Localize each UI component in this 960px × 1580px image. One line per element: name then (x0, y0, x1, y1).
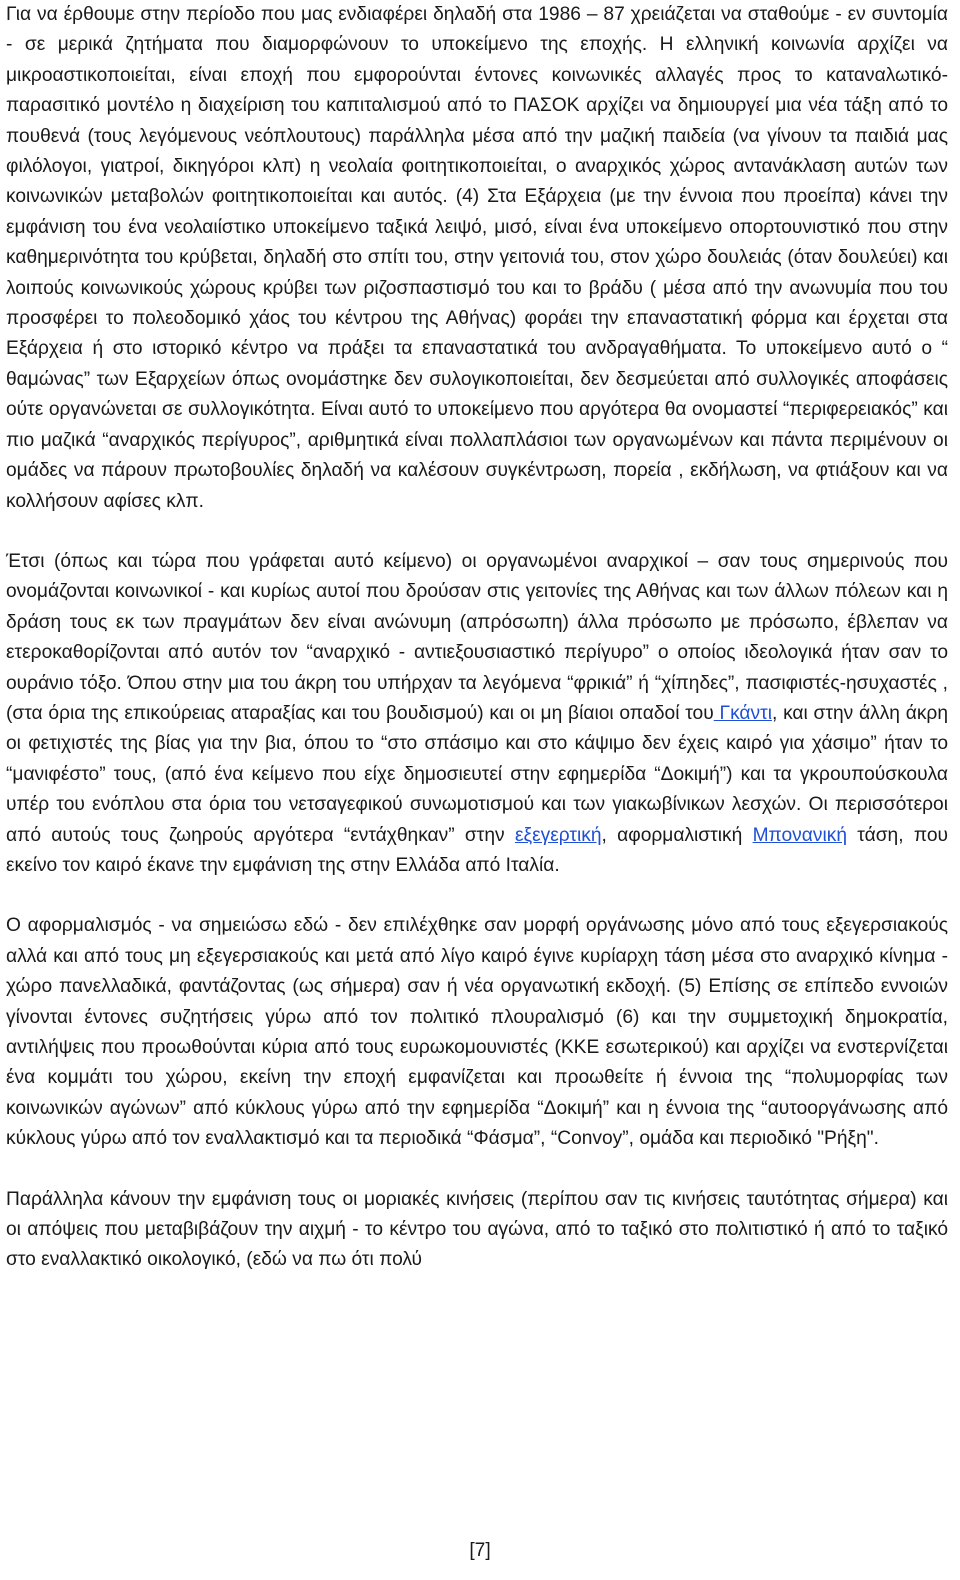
page-number: [7] (469, 1540, 491, 1561)
paragraph-1: Για να έρθουμε στην περίοδο που μας ενδιαφέρει δηλαδή στα 1986 – 87 χρειάζεται να σταθούμε - εν συντομία - σε μερικά ζητήματα που διαμορφώνουν το υποκείμενο της εποχής. Η ελληνική κοινωνία αρχίζει να μικροαστικοποιείται, είναι εποχή που εμφορούνται έντονες κοινωνικές αλλαγές προς το καταναλωτικό-παρασιτικό μοντέλο η διαχείριση του καπιταλισμού από το ΠΑΣΟΚ αρχίζει να δημιουργεί μια νέα τάξη από το πουθενά (τους λεγόμενους νεόπλουτους) παράλληλα μέσα από την μαζική παιδεία (να γίνουν τα παιδιά μας φιλόλογοι, γιατροί, δικηγόροι κλπ) η νεολαία φοιτητικοποιείται, ο αναρχικός χώρος αντανάκλαση αυτών των κοινωνικών μεταβολών φοιτητικοποιείται και αυτός. (4) Στα Εξάρχεια (με την έννοια που προείπα) κάνει την εμφάνιση του ένα νεολαιίστικο υποκείμενο ταξικά λειψό, μισό, είναι ένα υποκείμενο οπορτουνιστικό που στην καθημερινότητα του κρύβεται, δηλαδή στο σπίτι του, στην γειτονιά του, στον χώρο δουλειάς (όταν δουλεύει) και λοιπούς κοινωνικούς χώρους κρύβει των ριζοσπαστισμό του και το βράδυ ( μέσα από την ανωνυμία που του προσφέρει το πολεοδομικό χάος του κέντρου της Αθήνας) φοράει την επαναστατική φόρμα και έρχεται στα Εξάρχεια ή στο ιστορικό κέντρο να πράξει τα επαναστατικά του ανδραγαθήματα. Το υποκείμενο αυτό ο “ θαμώνας” των Εξαρχείων όπως ονομάστηκε δεν συλογικοποιείται, δεν δεσμεύεται από συλλογικές αποφάσεις ούτε οργανώνεται σε συλλογικότητα. Είναι αυτό το υποκείμενο που αργότερα θα ονομαστεί “περιφερειακός” και πιο μαζικά “αναρχικός περίγυρος”, αριθμητικά είναι πολλαπλάσιοι των οργανωμένων και πάντα περιμένουν οι ομάδες να πάρουν πρωτοβουλίες δηλαδή να καλέσουν συγκέντρωση, πορεία , εκδήλωση, να φτιάξουν και να κολλήσουν αφίσες κλπ. (6, 4, 948, 512)
paragraph-2 (6, 547, 948, 881)
paragraph-2-text-4: τάση, που εκείνο τον καιρό έκανε την εμφάνιση της στην Ελλάδα από Ιταλία. (6, 824, 948, 876)
link-bonanno[interactable]: Μπονανική (752, 824, 847, 846)
paragraph-gap (6, 1155, 948, 1185)
link-insurrectionist[interactable]: εξεγερτική (514, 824, 602, 846)
paragraph-gap (6, 881, 948, 911)
paragraph-3: Ο αφορμαλισμός - να σημειώσω εδώ - δεν επιλέχθηκε σαν μορφή οργάνωσης μόνο από τους εξεγερσιακούς αλλά και από τους μη εξεγερσιακούς και μετά από λίγο καιρό έγινε κυρίαρχη τάση μέσα στο αναρχικό κίνημα - χώρο πανελλαδικά, φαντάζοντας (ως σήμερα) σαν ή νέα οργανωτική εκδοχή. (5) Επίσης σε επίπεδο εννοιών γίνονται έντονες συζητήσεις γύρω από τον πολιτικό πλουραλισμό (6) και την συμμετοχική δημοκρατία, αντιλήψεις που προωθούνται κύρια από τους ευρωκομουνιστές (ΚΚΕ εσωτερικού) και αρχίζει να ενστερνίζεται ένα κομμάτι του χώρου, εκείνη την εποχή εμφανίζεται και προωθείτε ή έννοια της “πολυμορφίας των κοινωνικών αγώνων” από κύκλους γύρω από την εφημερίδα “Δοκιμή” και η έννοια της “αυτοοργάνωσης από κύκλους γύρω από τον εναλλακτισμό και τα περιοδικά “Φάσμα”, “Convoy”, ομάδα και περιοδικό "Ρήξη". (6, 915, 948, 1150)
paragraph-2-text-1: Έτσι (όπως και τώρα που γράφεται αυτό κείμενο) οι οργανωμένοι αναρχικοί – σαν τους σημερινούς που ονομάζονται κοινωνικοί - και κυρίως αυτοί που δρούσαν στις γειτονίες της Αθήνας και των άλλων πόλεων και η δράση τους εκ των πραγμάτων δεν είναι ανώνυμη (απρόσωπη) άλλα πρόσωπο με πρόσωπο, έβλεπαν να ετεροκαθορίζονται από αυτόν τον “αναρχικό - αντιεξουσιαστικό περίγυρο” ο οποίος ιδεολογικά ήταν σαν το ουράνιο τόξο. Όπου στην μια του άκρη του υπήρχαν τα λεγόμενα “φρικιά” ή “χίπηδες”, πασιφιστές-ησυχαστές , (στα όρια της επικούρειας αταραξίας και του βουδισμού) και οι μη βίαιοι οπαδοί του (6, 550, 948, 724)
document-page (6, 0, 948, 1276)
link-gandhi[interactable]: Γκάντι (713, 702, 772, 724)
paragraph-4: Παράλληλα κάνουν την εμφάνιση τους οι μοριακές κινήσεις (περίπου σαν τις κινήσεις ταυτότητας σήμερα) και οι απόψεις που μεταβιβάζουν την αιχμή - το κέντρο του αγώνα, από το ταξικό στο πολιτιστικό ή από το ταξικό στο εναλλακτικό οικολογικό, (εδώ να πω ότι πολύ (6, 1188, 948, 1271)
paragraph-2-text-2: , και στην άλλη άκρη οι φετιχιστές της βίας για την βια, όπου το “στο σπάσιμο και στο κάψιμο δεν έχεις καιρό για χάσιμο” ήταν το “μανιφέστο” τους, (από ένα κείμενο που είχε δημοσιευτεί στην εφημερίδα “Δοκιμή”) και τα γκρουπούσκουλα υπέρ του ενόπλου στα όρια του νετσαγεφικού συνωμοτισμού και των γιακωβίνικων λεσχών. Οι περισσότεροι από αυτούς τους ζωηρούς αργότερα “εντάχθηκαν” στην (6, 702, 949, 846)
paragraph-gap (6, 517, 948, 547)
paragraph-2-text-3: , αφορμαλιστική (601, 824, 753, 846)
